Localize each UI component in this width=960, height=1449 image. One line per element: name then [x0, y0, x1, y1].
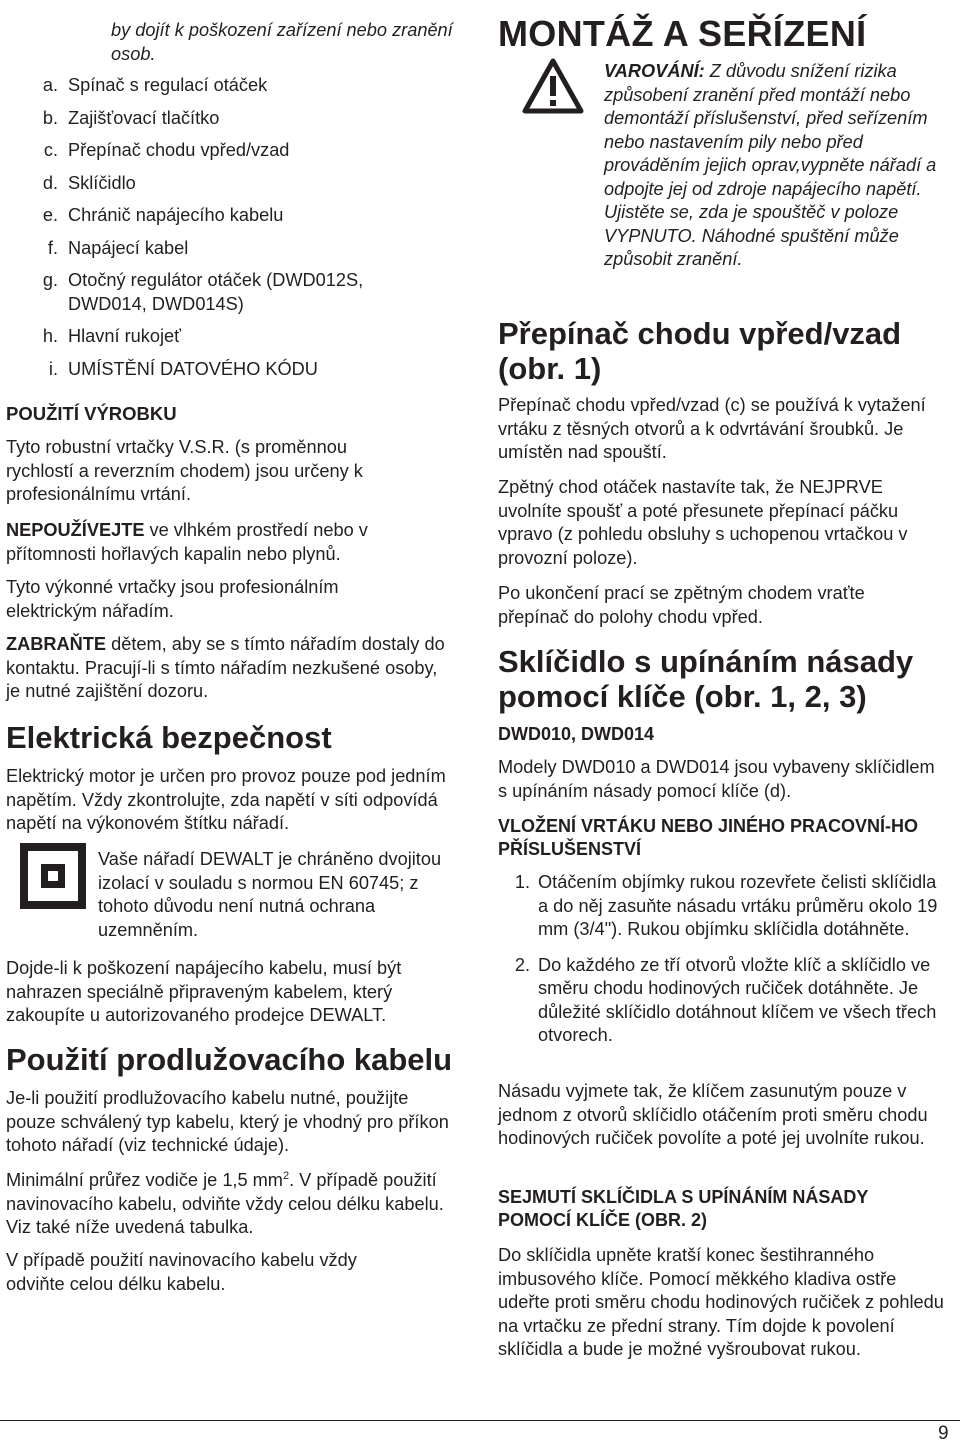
remove-bit-paragraph: Násadu vyjmete tak, že klíčem zasunutým pouze v jednom z otvorů sklíčidlo otáčením proti směru chodu hodinových ručiček povolíte a poté jej uvolníte rukou.: [498, 1081, 928, 1148]
forward-reverse-paragraph-2: Zpětný chod otáček nastavíte tak, že NEJPRVE uvolníte spoušť a poté přesunete přepínací páčku vpravo (z pohledu obsluhy s uchopenou vrtačkou v provozní poloze).: [498, 477, 908, 568]
chuck-paragraph: Modely DWD010 a DWD014 jsou vybaveny sklíčidlem s upínáním násady pomocí klíče (d).: [498, 757, 935, 801]
list-item: c. Přepínač chodu vpřed/vzad: [43, 140, 290, 160]
intro-warning-continuation: by dojít k poškození zařízení nebo zranění osob.: [111, 20, 453, 64]
page-number: 9: [938, 1423, 949, 1444]
extension-paragraph-1: Je-li použití prodlužovacího kabelu nutné, použijte pouze schválený typ kabelu, který je vhodný pro příkon tohoto nářadí (viz technické údaje).: [6, 1088, 449, 1155]
forward-reverse-paragraph-1: Přepínač chodu vpřed/vzad (c) se používá k vytažení vrtáku z těsných otvorů a k odvrtávání šroubků. Je umístěn nad spouští.: [498, 395, 926, 462]
insert-steps: [498, 871, 948, 1060]
list-item: d. Sklíčidlo: [42, 172, 136, 193]
list-item: 2. Do každého ze tří otvorů vložte klíč a sklíčidlo ve směru chodu hodinových ručiček dotáhněte. Je důležité sklíčidlo dotáhnout klíčem ve všech třech otvorech.: [514, 954, 937, 1045]
warning-text: VAROVÁNÍ: Z důvodu snížení rizika způsobení zranění před montáží nebo demontáží příslušenství, před seřízením nebo nastavením pily nebo před prováděním jejich oprav,vypněte nářadí a odpojte jej od zdroje napájecího napětí. Ujistěte se, zda je spouštěč v poloze VYPNUTO. Náhodné spuštění může způsobit zranění.: [604, 61, 937, 269]
electrical-safety-heading: Elektrická bezpečnost: [6, 720, 332, 755]
extension-cable-heading: Použití prodlužovacího kabelu: [6, 1042, 453, 1077]
list-item: a. Spínač s regulací otáček: [42, 75, 268, 95]
remove-chuck-heading: SEJMUTÍ SKLÍČIDLA S UPÍNÁNÍM NÁSADY POMOCÍ KLÍČE (OBR. 2): [498, 1187, 869, 1230]
footer-divider: [0, 1420, 960, 1421]
list-item: e. Chránič napájecího kabelu: [42, 205, 284, 225]
electrical-paragraph-2: Vaše nářadí DEWALT je chráněno dvojitou izolací v souladu s normou EN 60745; z tohoto důvodu není nutná ochrana uzemněním.: [98, 849, 442, 940]
forward-reverse-paragraph-3: Po ukončení prací se zpětným chodem vraťte přepínač do polohy chodu vpřed.: [498, 583, 865, 627]
use-paragraph-3: Tyto výkonné vrtačky jsou profesionálním elektrickým nářadím.: [6, 577, 339, 621]
section-title: MONTÁŽ A SEŘÍZENÍ: [498, 13, 867, 54]
double-insulation-icon: [20, 843, 86, 909]
insert-heading: VLOŽENÍ VRTÁKU NEBO JINÉHO PRACOVNÍ-HO PŘÍSLUŠENSTVÍ: [498, 816, 919, 859]
parts-list: [6, 74, 456, 390]
use-paragraph-1: Tyto robustní vrtačky V.S.R. (s proměnnou rychlostí a reverzním chodem) jsou určeny k profesionálnímu vrtání.: [6, 437, 363, 504]
electrical-paragraph-3: Dojde-li k poškození napájecího kabelu, musí být nahrazen speciálně připraveným kabelem, který zakoupíte u autorizovaného prodejce DEWALT.: [6, 958, 402, 1025]
extension-paragraph-3: V případě použití navinovacího kabelu vždy odviňte celou délku kabelu.: [6, 1250, 357, 1294]
forward-reverse-heading: Přepínač chodu vpřed/vzad (obr. 1): [498, 316, 902, 386]
chuck-models: DWD010, DWD014: [498, 724, 655, 744]
use-paragraph-4: ZABRAŇTE dětem, aby se s tímto nářadím dostaly do kontaktu. Pracují-li s tímto nářadím nezkušené osoby, je nutné zajištění dozoru.: [6, 634, 445, 701]
list-item: b. Zajišťovací tlačítko: [42, 107, 220, 128]
list-item: g. Otočný regulátor otáček (DWD012S, DWD014, DWD014S): [42, 270, 364, 314]
warning-triangle-icon: [522, 58, 584, 114]
electrical-paragraph-1: Elektrický motor je určen pro provoz pouze pod jedním napětím. Vždy zkontrolujte, zda napětí v síti odpovídá napětí na výkonovém štítku nářadí.: [6, 766, 446, 833]
use-heading: POUŽITÍ VÝROBKU: [6, 403, 177, 424]
list-item: 1. Otáčením objímky rukou rozevřete čelisti sklíčidla a do něj zasuňte násadu vrtáku průměru okolo 19 mm (3/4"). Rukou objímku sklíčidla dotáhněte.: [514, 872, 938, 939]
use-paragraph-2: NEPOUŽÍVEJTE ve vlhkém prostředí nebo v přítomnosti hořlavých kapalin nebo plynů.: [6, 520, 368, 564]
chuck-heading: Sklíčidlo s upínáním násady pomocí klíče (obr. 1, 2, 3): [498, 644, 914, 714]
list-item: i. UMÍSTĚNÍ DATOVÉHO KÓDU: [48, 358, 318, 379]
extension-paragraph-2: Minimální průřez vodiče je 1,5 $mm^2$. V případě použití navinovacího kabelu, odviňte vždy celou délku kabelu. Viz také níže uvedená tabulka.: [6, 1170, 444, 1237]
list-item: f. Napájecí kabel: [47, 237, 189, 258]
list-item: h. Hlavní rukojeť: [42, 326, 181, 346]
remove-chuck-paragraph: Do sklíčidla upněte kratší konec šestihranného imbusového klíče. Pomocí měkkého kladiva ostře udeřte proti směru chodu hodinových ručiček z pohledu na vrtačku ze přední strany. Tím dojde k povolení sklíčidla a bude je možné vyšroubovat rukou.: [498, 1245, 944, 1359]
